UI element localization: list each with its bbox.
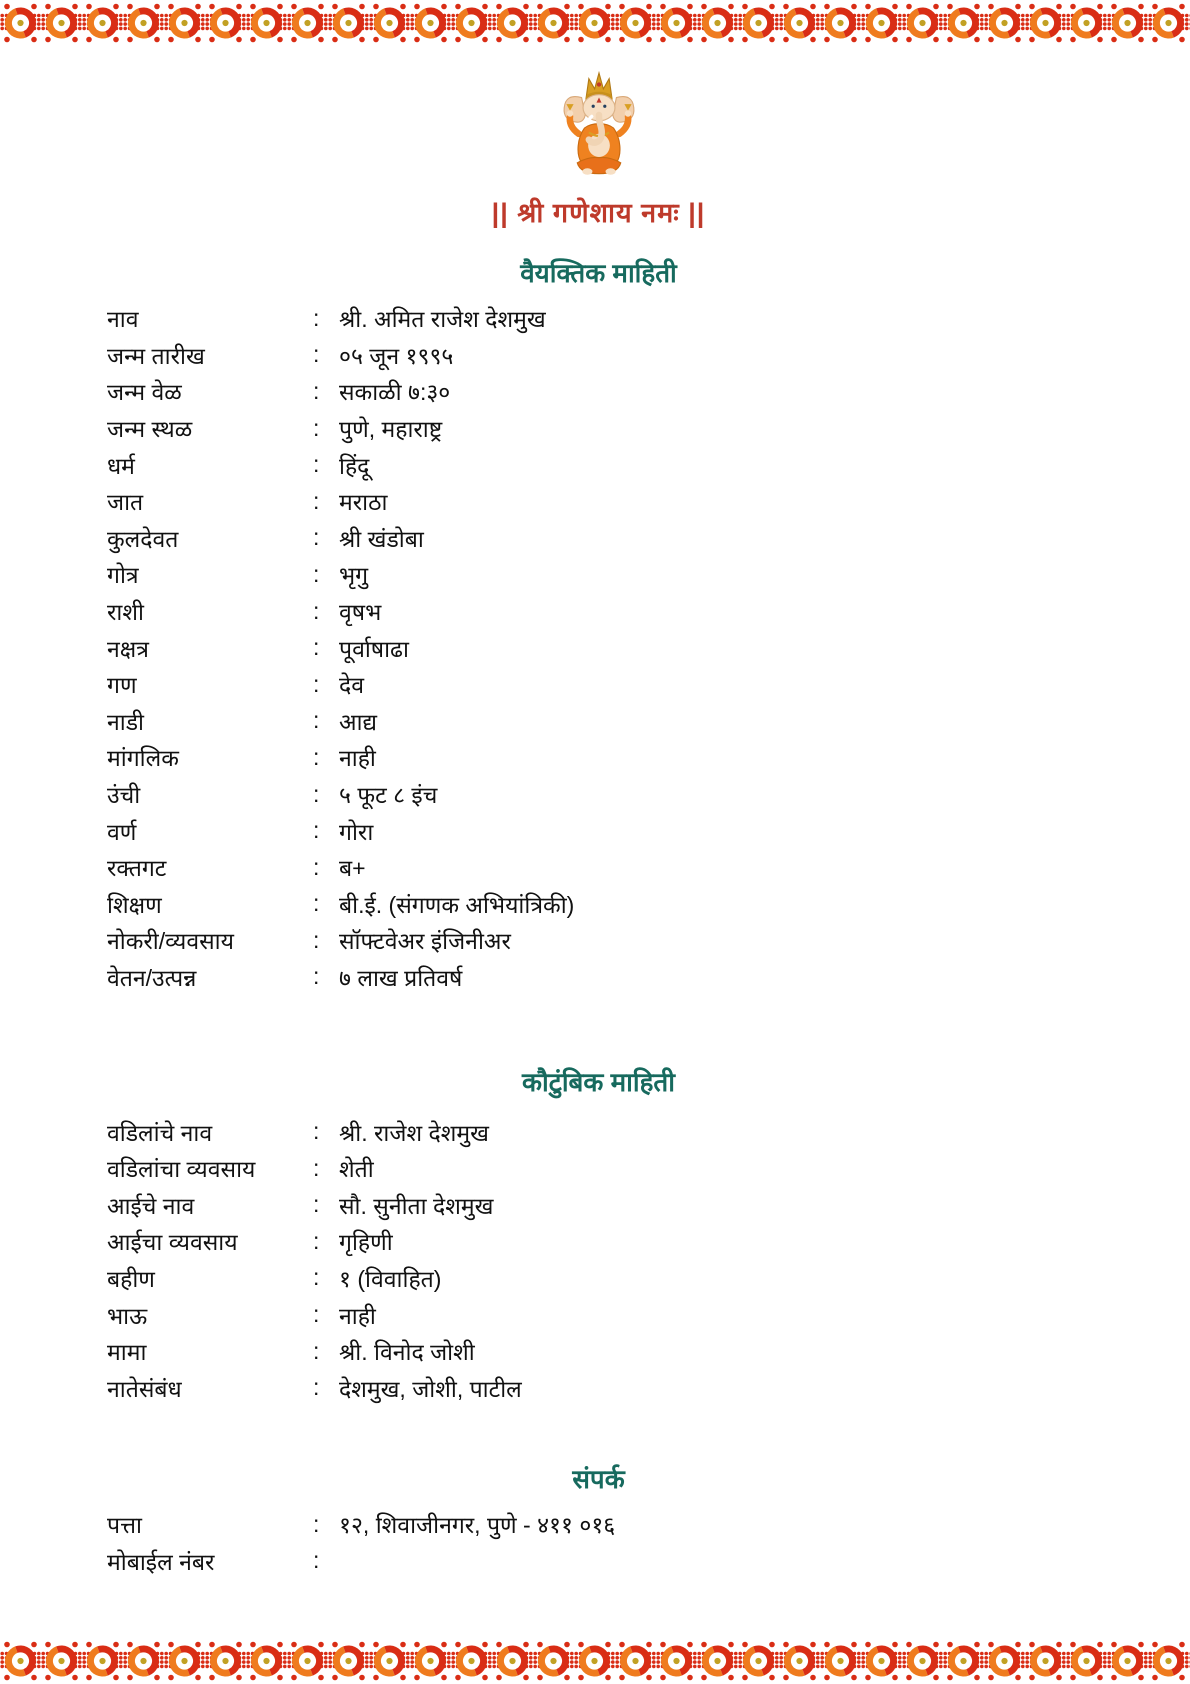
colon-separator: : (313, 780, 320, 807)
colon-separator: : (313, 670, 320, 697)
row-maternal-uncle (107, 1333, 1090, 1370)
row-value: १ (विवाहित) (339, 1265, 442, 1292)
decorative-border-top-icon (0, 2, 1190, 44)
row-value: सकाळी ७:३० (339, 379, 451, 406)
colon-separator: : (313, 1118, 320, 1145)
colon-separator: : (313, 926, 320, 953)
row-label: भाऊ (107, 1302, 148, 1329)
row-value: गृहिणी (339, 1229, 393, 1256)
row-value: सॉफ्टवेअर इंजिनीअर (339, 928, 511, 955)
invocation-title: || श्री गणेशाय नमः || (491, 198, 706, 228)
row-nakshatra (107, 629, 1090, 666)
row-label: रक्तगट (107, 855, 167, 882)
colon-separator: : (313, 817, 320, 844)
row-label: मांगलिक (107, 745, 179, 772)
colon-separator: : (313, 1301, 320, 1328)
row-complexion (107, 812, 1090, 849)
row-name (107, 300, 1090, 337)
row-value: श्री. राजेश देशमुख (339, 1119, 489, 1146)
row-sisters (107, 1260, 1090, 1297)
row-label: गोत्र (107, 562, 139, 589)
personal-info-list (107, 300, 1090, 995)
row-value: ७ लाख प्रतिवर्ष (339, 964, 463, 991)
colon-separator: : (313, 524, 320, 551)
row-label: उंची (107, 782, 141, 809)
row-address (107, 1506, 1090, 1543)
colon-separator: : (313, 597, 320, 624)
row-label: आईचा व्यवसाय (107, 1229, 238, 1256)
colon-separator: : (313, 743, 320, 770)
row-birth-date (107, 337, 1090, 374)
row-height (107, 776, 1090, 813)
contact-info-list (107, 1506, 1090, 1579)
row-value: पूर्वाषाढा (339, 635, 409, 662)
row-value: मराठा (339, 489, 388, 516)
colon-separator: : (313, 1337, 320, 1364)
row-label: आईचे नाव (107, 1192, 195, 1219)
row-label: धर्म (107, 452, 135, 479)
section-title-personal: वैयक्तिक माहिती (520, 258, 677, 288)
row-label: नक्षत्र (107, 635, 149, 662)
row-label: वर्ण (107, 818, 137, 845)
colon-separator: : (313, 853, 320, 880)
colon-separator: : (313, 487, 320, 514)
colon-separator: : (313, 1227, 320, 1254)
colon-separator: : (313, 414, 320, 441)
row-label: जन्म स्थळ (107, 416, 193, 443)
row-mother-occupation (107, 1223, 1090, 1260)
colon-separator: : (313, 634, 320, 661)
row-value: भृगु (339, 562, 369, 589)
row-kuldaivat (107, 520, 1090, 557)
colon-separator: : (313, 1374, 320, 1401)
colon-separator: : (313, 304, 320, 331)
row-mother-name (107, 1186, 1090, 1223)
row-label: जन्म तारीख (107, 342, 205, 369)
row-label: राशी (107, 599, 144, 626)
row-value: श्री. अमित राजेश देशमुख (339, 306, 546, 333)
row-value: वृषभ (339, 599, 382, 626)
ganesha-icon (555, 70, 643, 186)
row-label: मामा (107, 1339, 147, 1366)
row-value: ५ फूट ८ इंच (339, 782, 438, 809)
family-info-list (107, 1113, 1090, 1406)
colon-separator: : (313, 1547, 320, 1574)
colon-separator: : (313, 1191, 320, 1218)
row-value: १२, शिवाजीनगर, पुणे - ४११ ०१६ (339, 1512, 616, 1539)
colon-separator: : (313, 890, 320, 917)
row-value: हिंदू (339, 452, 370, 479)
row-value: श्री खंडोबा (339, 525, 424, 552)
row-relations (107, 1369, 1090, 1406)
row-value: सौ. सुनीता देशमुख (339, 1192, 494, 1219)
row-blood-group (107, 849, 1090, 886)
row-label: नातेसंबंध (107, 1375, 182, 1402)
decorative-border-bottom-icon (0, 1640, 1190, 1682)
row-label: वेतन/उत्पन्न (107, 964, 197, 991)
row-label: मोबाईल नंबर (107, 1548, 215, 1575)
row-manglik (107, 739, 1090, 776)
row-income (107, 959, 1090, 996)
row-value: देशमुख, जोशी, पाटील (339, 1375, 522, 1402)
row-label: जात (107, 489, 144, 516)
row-religion (107, 446, 1090, 483)
row-gan (107, 666, 1090, 703)
colon-separator: : (313, 451, 320, 478)
row-father-occupation (107, 1150, 1090, 1187)
section-title-family: कौटुंबिक माहिती (522, 1067, 675, 1098)
row-label: बहीण (107, 1265, 155, 1292)
row-value: गोरा (339, 818, 374, 845)
row-father-name (107, 1113, 1090, 1150)
row-value: नाही (339, 1302, 376, 1329)
row-value: शेती (339, 1156, 374, 1183)
colon-separator: : (313, 1510, 320, 1537)
row-label: वडिलांचे नाव (107, 1119, 213, 1146)
row-brothers (107, 1296, 1090, 1333)
row-label: गण (107, 672, 137, 699)
colon-separator: : (313, 707, 320, 734)
row-gotra (107, 556, 1090, 593)
row-label: शिक्षण (107, 891, 162, 918)
ganesha-image-container (107, 70, 1090, 186)
row-education (107, 886, 1090, 923)
row-label: पत्ता (107, 1512, 142, 1539)
row-rashi (107, 593, 1090, 630)
row-value: बी.ई. (संगणक अभियांत्रिकी) (339, 891, 575, 918)
row-birth-time (107, 373, 1090, 410)
row-occupation (107, 922, 1090, 959)
row-label: नोकरी/व्यवसाय (107, 928, 234, 955)
row-value: पुणे, महाराष्ट्र (339, 416, 443, 443)
colon-separator: : (313, 377, 320, 404)
row-label: कुलदेवत (107, 525, 179, 552)
row-value: आद्य (339, 708, 377, 735)
row-caste (107, 483, 1090, 520)
row-value: ०५ जून १९९५ (339, 342, 454, 369)
row-value: नाही (339, 745, 376, 772)
row-label: नाव (107, 306, 139, 333)
colon-separator: : (313, 341, 320, 368)
colon-separator: : (313, 560, 320, 587)
row-label: जन्म वेळ (107, 379, 182, 406)
row-nadi (107, 703, 1090, 740)
row-value: देव (339, 672, 365, 699)
colon-separator: : (313, 1264, 320, 1291)
row-label: वडिलांचा व्यवसाय (107, 1156, 256, 1183)
row-birth-place (107, 410, 1090, 447)
section-title-contact: संपर्क (572, 1464, 625, 1495)
row-label: नाडी (107, 708, 144, 735)
row-mobile-number (107, 1543, 1090, 1580)
row-value: श्री. विनोद जोशी (339, 1339, 475, 1366)
colon-separator: : (313, 1154, 320, 1181)
colon-separator: : (313, 963, 320, 990)
row-value: ब+ (339, 855, 366, 882)
